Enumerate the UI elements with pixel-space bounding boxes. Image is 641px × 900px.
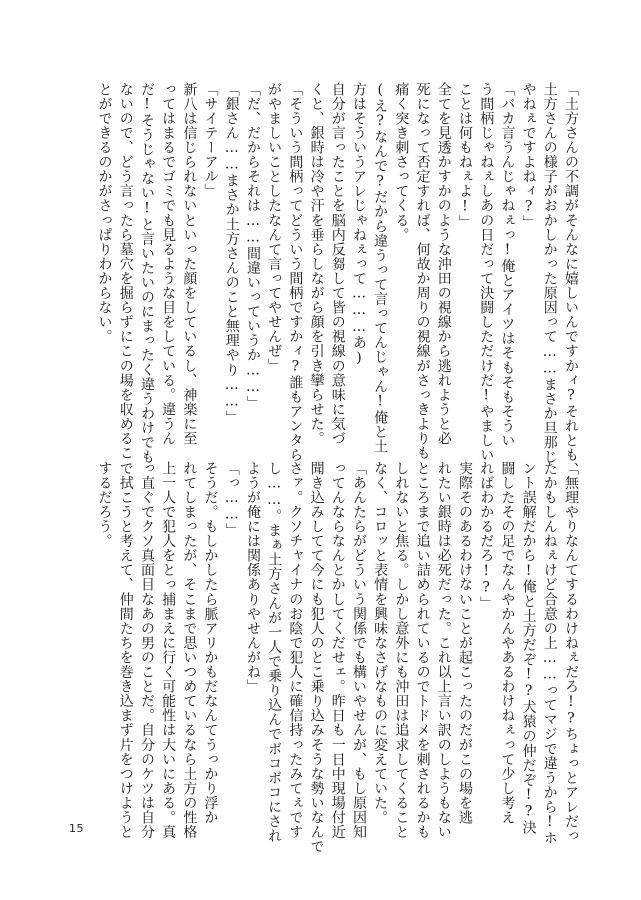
text-line: 死になって否定すれば、何故か周りの視線がさっきよりも: [414, 82, 431, 461]
text-line: う間柄じゃねぇしあの日だって決闘しただけだ!やましい: [478, 82, 495, 463]
text-line: 上一人で犯人をとっ捕まえに行く可能性は大いにある。真: [160, 461, 177, 840]
text-line: 「あんたらがどういう関係でも構いやせんが、もし原因知: [350, 461, 367, 840]
text-block-top: [96, 82, 581, 477]
text-line: くと、銀時は冷や汗を垂らしながら顔を引き攣らせた。: [308, 82, 325, 446]
text-line: しれないと焦る。しかし意外にも沖田は追求してくること: [393, 461, 410, 840]
text-line: で拭こうと考えて、仲間たちを巻き込まず片をつけようと: [117, 461, 134, 840]
text-line: 全てを見透かすかのような沖田の視線から逃れようと必: [435, 82, 452, 446]
text-block-bottom: [96, 461, 581, 854]
text-line: 「無理やりなんてするわけねぇだろ!?ちょっとアレだっ: [563, 461, 579, 844]
text-line: 方はそういうアレじゃねぇって………あ): [350, 82, 367, 367]
text-line: れたい銀時は必死だった。これ以上言い訳のしようもない: [435, 461, 452, 840]
text-line: 土方さんの様子がおかしかった原因って……まさか旦那じ: [541, 82, 558, 465]
text-line: 「バカ言うんじゃねぇっ!俺とアイツはそもそもそうい: [499, 82, 516, 448]
text-line: とができるのかがさっぱりわからない。: [96, 82, 113, 344]
text-line: さァ。クソチャイナのお陰で犯人に確信持ったみてぇです: [287, 461, 304, 840]
text-line: ないので、どう言ったら墓穴を掘らずにこの場を収めるこ: [117, 82, 134, 461]
text-line: 痛く突き刺さってくる。: [393, 82, 410, 243]
text-line: っ直ぐでクソ真面目なあの男のことだ。自分のケツは自分: [138, 461, 155, 840]
text-line: 「そういう間柄ってどういう間柄ですかィ?誰もアンタら: [287, 82, 304, 463]
text-line: ってんならなんとかしてくだせェ。昨日も一日中現場付近: [329, 461, 346, 840]
text-line: 「だ、だからそれは……間違いっていうか……」: [244, 82, 261, 411]
text-line: 新八は信じられないといった顔をしているし、神楽に至: [181, 82, 198, 446]
text-line: ところまで追い詰められているのでトドメを刺されるかも: [414, 461, 431, 840]
text-line: れてしまったが、そこまで思いつめているなら土方の性格: [181, 461, 198, 840]
text-line: たかもしんねぇけど合意の上……ってマジで違うから!ホ: [541, 461, 558, 846]
text-line: 「土方さんの不調がそんなに嬉しいんですかィ?それとも、: [563, 82, 579, 477]
text-line: がやましいことしたなんて言ってやせんぜ」: [266, 82, 283, 373]
text-line: するだろう。: [96, 461, 113, 549]
text-line: だ!そうじゃない!と言いたいのにまったく違うわけでも: [138, 82, 155, 465]
text-line: 「サイテーアル」: [202, 82, 219, 199]
text-line: 闘したその足でなんやかんやあるわけねぇって少し考え: [499, 461, 516, 825]
text-line: ってはまるでゴミでも見るような目をしている。違うん: [160, 82, 177, 446]
text-line: 実際そのあるわけないことが起こったのだがこの場を逃: [456, 461, 473, 825]
text-line: (え?なんで?だから違うって言ってんじゃん!俺と土: [372, 82, 389, 454]
text-line: なく、コロッと表情を興味なさげなものに変えていた。: [372, 461, 389, 825]
text-line: 「っ……」: [223, 461, 240, 538]
text-line: ことは何もねぇよ!」: [456, 82, 473, 230]
text-line: ント誤解だから!俺と土方だぞ!?犬猿の仲だぞ!?決: [520, 461, 537, 835]
text-line: ればわかるだろ!?」: [478, 461, 495, 611]
text-line: 「銀さん……まさか土方さんのこと無理やり……」: [223, 82, 240, 425]
text-line: 自分が言ったことを脳内反芻して皆の視線の意味に気づ: [329, 82, 346, 446]
text-line: 聞き込みしてて今にも犯人のとこ乗り込みそうな勢いなんで: [308, 461, 325, 854]
text-line: ようが俺には関係ありやせんがね」: [244, 461, 261, 694]
text-line: やねぇですよねィ?」: [520, 82, 537, 230]
text-line: し……。まぁ土方さんが一人で乗り込んでボコボコにされ: [266, 461, 283, 844]
page-number: 15: [69, 822, 84, 835]
text-line: そうだ。もしかしたら脈アリかもだなんてうっかり浮か: [202, 461, 219, 825]
